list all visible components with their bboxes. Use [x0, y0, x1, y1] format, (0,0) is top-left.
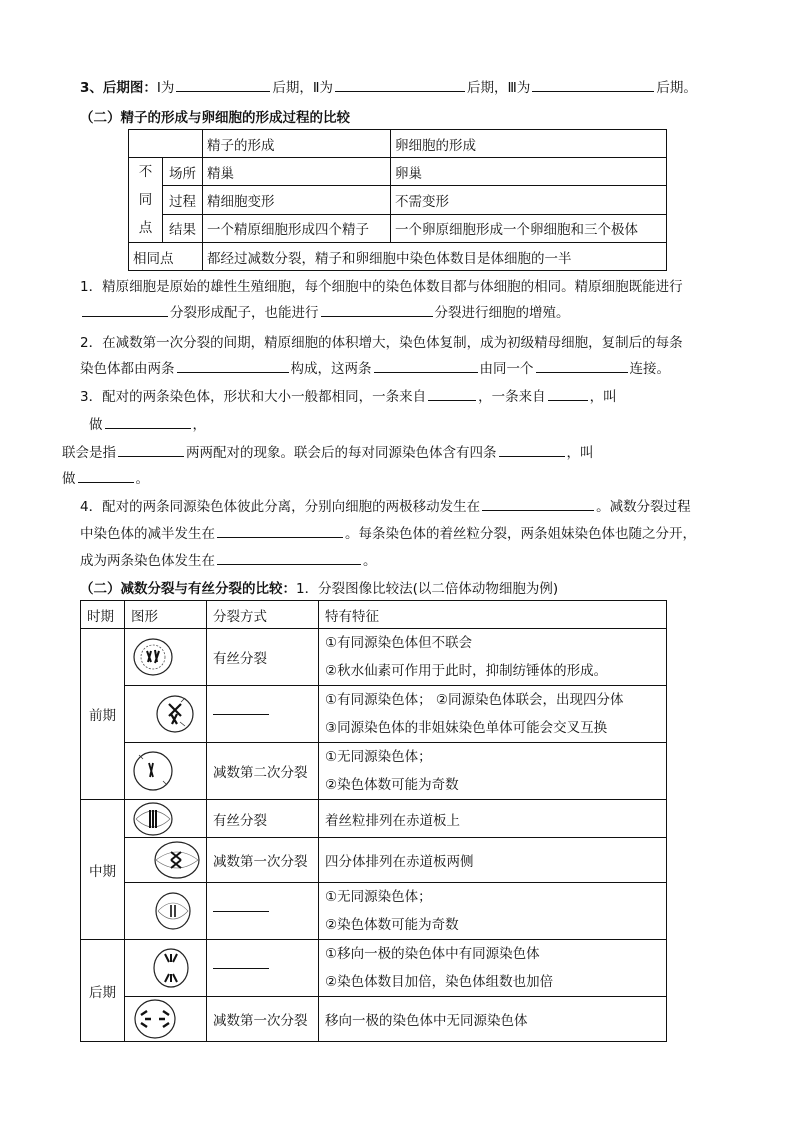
- table2-features: ①无同源染色体； ②染色体数可能为奇数: [319, 883, 667, 940]
- meiosis-mitosis-comparison-table: [80, 600, 667, 1042]
- q2-blank-3[interactable]: [536, 358, 628, 373]
- table2-features: ①移向一极的染色体中有同源染色体 ②染色体数目加倍，染色体组数也加倍: [319, 940, 667, 997]
- table2-mode: 有丝分裂: [207, 800, 319, 838]
- cell-metaphase-meiosis2-icon: [151, 889, 201, 933]
- table2-header-features: 特有特征: [319, 601, 667, 629]
- q4-line2: 中染色体的减半发生在 。每条染色体的着丝粒分裂，两条姐妹染色体也随之分开，: [80, 522, 696, 542]
- q4-line1: 4．配对的两条同源染色体彼此分离，分别向细胞的两极移动发生在 。减数分裂过程: [80, 495, 691, 515]
- table2-figure-cell: [125, 838, 207, 883]
- q3-blank-5[interactable]: [499, 442, 565, 457]
- table1-same-label: 相同点: [129, 243, 203, 271]
- q3-blank-1[interactable]: [428, 386, 476, 401]
- table1-row-result-egg: 一个卵原细胞形成一个卵细胞和三个极体: [391, 214, 667, 242]
- label-I: Ⅰ为: [156, 80, 175, 96]
- table2-header-mode: 分裂方式: [207, 601, 319, 629]
- q3-blank-6[interactable]: [78, 468, 134, 483]
- q4-line3: 成为两条染色体发生在 。: [80, 549, 377, 569]
- anaphase-question-line: [80, 76, 697, 96]
- table2-header-phase: 时期: [81, 601, 125, 629]
- table1-row-result-label: 结果: [163, 214, 203, 242]
- table2-features: ①有同源染色体； ②同源染色体联会，出现四分体 ③同源染色体的非姐妹染色单体可能会交叉互换: [319, 686, 667, 743]
- table2-mode-blank: [207, 686, 319, 743]
- table2-phase-metaphase: 中期: [81, 800, 125, 940]
- anaphase-question-prefix: 3、后期图：: [80, 80, 157, 96]
- q1-blank-1[interactable]: [82, 302, 168, 317]
- blank-II-input[interactable]: [335, 77, 465, 92]
- q3-blank-2[interactable]: [548, 386, 588, 401]
- table1-row-place-egg: 卵巢: [391, 158, 667, 186]
- q3-line1: 3．配对的两条染色体，形状和大小一般都相同，一条来自 ，一条来自 ，叫: [80, 385, 617, 405]
- table2-mode: 减数第二次分裂: [207, 743, 319, 800]
- label-III: Ⅲ为: [507, 80, 531, 96]
- table2-features: ①有同源染色体但不联会 ②秋水仙素可作用于此时，抑制纺锤体的形成。: [319, 629, 667, 686]
- table1-diff-label: 不 同 点: [129, 158, 163, 243]
- table1-row-process-label: 过程: [163, 186, 203, 214]
- table2-figure-cell: [125, 686, 207, 743]
- mode-blank-input[interactable]: [213, 713, 269, 715]
- sperm-egg-comparison-table: [128, 129, 667, 271]
- mode-blank-input[interactable]: [213, 967, 269, 969]
- cell-metaphase-meiosis1-icon: [147, 840, 207, 880]
- table2-phase-prophase: 前期: [81, 629, 125, 800]
- q4-blank-3[interactable]: [217, 550, 361, 565]
- table1-row-place-sperm: 精巢: [203, 158, 391, 186]
- table2-features: ①无同源染色体； ②染色体数可能为奇数: [319, 743, 667, 800]
- label-II-suffix: 后期，: [467, 80, 508, 96]
- label-III-suffix: 后期。: [656, 80, 697, 96]
- table2-figure-cell: [125, 940, 207, 997]
- table2-mode: 减数第一次分裂: [207, 997, 319, 1042]
- table2-mode-blank: [207, 940, 319, 997]
- cell-prophase-meiosis1-icon: [155, 692, 205, 736]
- q2-blank-1[interactable]: [177, 358, 289, 373]
- label-I-suffix: 后期，: [272, 80, 313, 96]
- table2-features: 移向一极的染色体中无同源染色体: [319, 997, 667, 1042]
- cell-anaphase-meiosis1-icon: [131, 997, 181, 1041]
- table2-mode: 减数第一次分裂: [207, 838, 319, 883]
- q1-blank-2[interactable]: [321, 302, 433, 317]
- table1-row-place-label: 场所: [163, 158, 203, 186]
- q3-line4: 做 。: [62, 467, 149, 487]
- table2-figure-cell: [125, 743, 207, 800]
- q4-blank-1[interactable]: [482, 496, 594, 511]
- q3-line3: 联会是指 两两配对的现象。联会后的每对同源染色体含有四条 ，叫: [62, 441, 594, 461]
- table2-phase-anaphase: 后期: [81, 940, 125, 1042]
- q2-blank-2[interactable]: [374, 358, 478, 373]
- q1-line2: 分裂形成配子，也能进行 分裂进行细胞的增殖。: [80, 301, 570, 321]
- table2-header-figure: 图形: [125, 601, 207, 629]
- table1-header-sperm: 精子的形成: [203, 130, 391, 158]
- table2-features: 着丝粒排列在赤道板上: [319, 800, 667, 838]
- q4-blank-2[interactable]: [217, 523, 343, 538]
- table2-features: 四分体排列在赤道板两侧: [319, 838, 667, 883]
- table1-corner: [129, 130, 203, 158]
- table2-figure-cell: [125, 883, 207, 940]
- q3-blank-4[interactable]: [118, 442, 184, 457]
- section-subtitle: 1．分裂图像比较法(以二倍体动物细胞为例): [296, 581, 559, 597]
- table1-row-result-sperm: 一个精原细胞形成四个精子: [203, 214, 391, 242]
- section-title-meiosis-mitosis: （二）减数分裂与有丝分裂的比较：1．分裂图像比较法(以二倍体动物细胞为例): [80, 581, 559, 597]
- section-title-sperm-egg: （二）精子的形成与卵细胞的形成过程的比较: [80, 110, 350, 126]
- table1-header-egg: 卵细胞的形成: [391, 130, 667, 158]
- table2-figure-cell: [125, 997, 207, 1042]
- q1-line1: 1．精原细胞是原始的雄性生殖细胞，每个细胞中的染色体数目都与体细胞的相同。精原细胞既能进行: [80, 279, 683, 295]
- table2-figure-cell: [125, 629, 207, 686]
- q2-line2: 染色体都由两条 构成，这两条 由同一个 连接。: [80, 357, 670, 377]
- table2-mode-blank: [207, 883, 319, 940]
- table1-row-process-egg: 不需变形: [391, 186, 667, 214]
- label-II: Ⅱ为: [312, 80, 334, 96]
- cell-anaphase-mitosis-icon: [149, 946, 199, 990]
- cell-prophase-mitosis-icon: [131, 635, 181, 679]
- table1-row-process-sperm: 精细胞变形: [203, 186, 391, 214]
- table1-same-text: 都经过减数分裂，精子和卵细胞中染色体数目是体细胞的一半: [203, 243, 667, 271]
- blank-I-input[interactable]: [176, 77, 270, 92]
- table2-mode: 有丝分裂: [207, 629, 319, 686]
- cell-prophase-meiosis2-icon: [131, 749, 181, 793]
- q3-blank-3[interactable]: [105, 414, 191, 429]
- table2-figure-cell: [125, 800, 207, 838]
- blank-III-input[interactable]: [532, 77, 654, 92]
- mode-blank-input[interactable]: [213, 910, 269, 912]
- q2-line1: 2．在减数第一次分裂的间期，精原细胞的体积增大，染色体复制，成为初级精母细胞，复制后的每条: [80, 335, 683, 351]
- q3-line2: 做 ，: [89, 413, 206, 433]
- cell-metaphase-mitosis-icon: [131, 801, 181, 837]
